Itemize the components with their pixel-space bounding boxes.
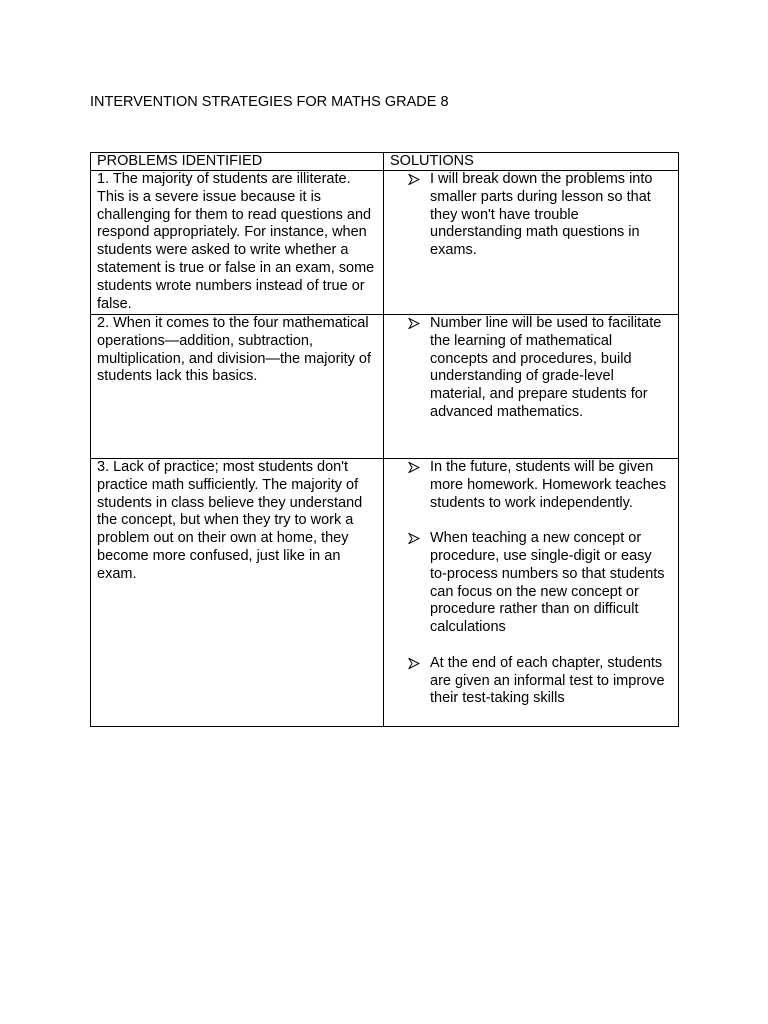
arrow-bullet-icon [408, 171, 422, 189]
solution-item [412, 655, 672, 708]
solution-text: When teaching a new concept or procedure, use single-digit or easy to-process numbers so that students can focus on the new concept or procedure rather than on difficult calculations [430, 530, 665, 636]
solution-item [412, 459, 672, 512]
table-header-row [91, 153, 679, 171]
problem-cell: 3. Lack of practice; most students don't practice math sufficiently. The majority of students in class believe they understand the concept, but when they try to work a problem out on their own at home, they become more confused, just like in an exam. [91, 459, 384, 727]
solution-list [412, 315, 672, 422]
solution-cell [384, 171, 679, 315]
solution-item [412, 315, 672, 422]
solution-text: Number line will be used to facilitate the learning of mathematical concepts and procedures, build understanding of grade-level material, and prepare students for advanced mathematics. [430, 315, 662, 420]
document-title: INTERVENTION STRATEGIES FOR MATHS GRADE 8 [90, 94, 449, 110]
problem-cell: 2. When it comes to the four mathematical operations—addition, subtraction, multiplication, and division—the majority of students lack this basics. [91, 315, 384, 459]
arrow-bullet-icon [408, 655, 422, 673]
solution-text: In the future, students will be given more homework. Homework teaches students to work independently. [430, 459, 667, 511]
header-solutions: SOLUTIONS [384, 153, 679, 171]
solution-cell [384, 315, 679, 459]
arrow-bullet-icon [408, 459, 422, 477]
solution-item [412, 530, 672, 637]
solution-list [412, 459, 672, 708]
arrow-bullet-icon [408, 530, 422, 548]
solution-text: At the end of each chapter, students are given an informal test to improve their test-taking skills [430, 654, 665, 707]
table-row [91, 315, 679, 459]
intervention-table [90, 152, 679, 727]
solution-cell [384, 459, 679, 727]
table-row [91, 171, 679, 315]
solution-item [412, 171, 672, 260]
solution-list [412, 171, 672, 260]
arrow-bullet-icon [408, 315, 422, 333]
problem-cell: 1. The majority of students are illiterate. This is a severe issue because it is challenging for them to read questions and respond appropriately. For instance, when students were asked to write whether a statement is true or false in an exam, some students wrote numbers instead of true or false. [91, 171, 384, 315]
table-row [91, 459, 679, 727]
solution-text: I will break down the problems into smaller parts during lesson so that they won't have trouble understanding math questions in exams. [430, 171, 653, 259]
header-problems-identified: PROBLEMS IDENTIFIED [91, 153, 384, 171]
